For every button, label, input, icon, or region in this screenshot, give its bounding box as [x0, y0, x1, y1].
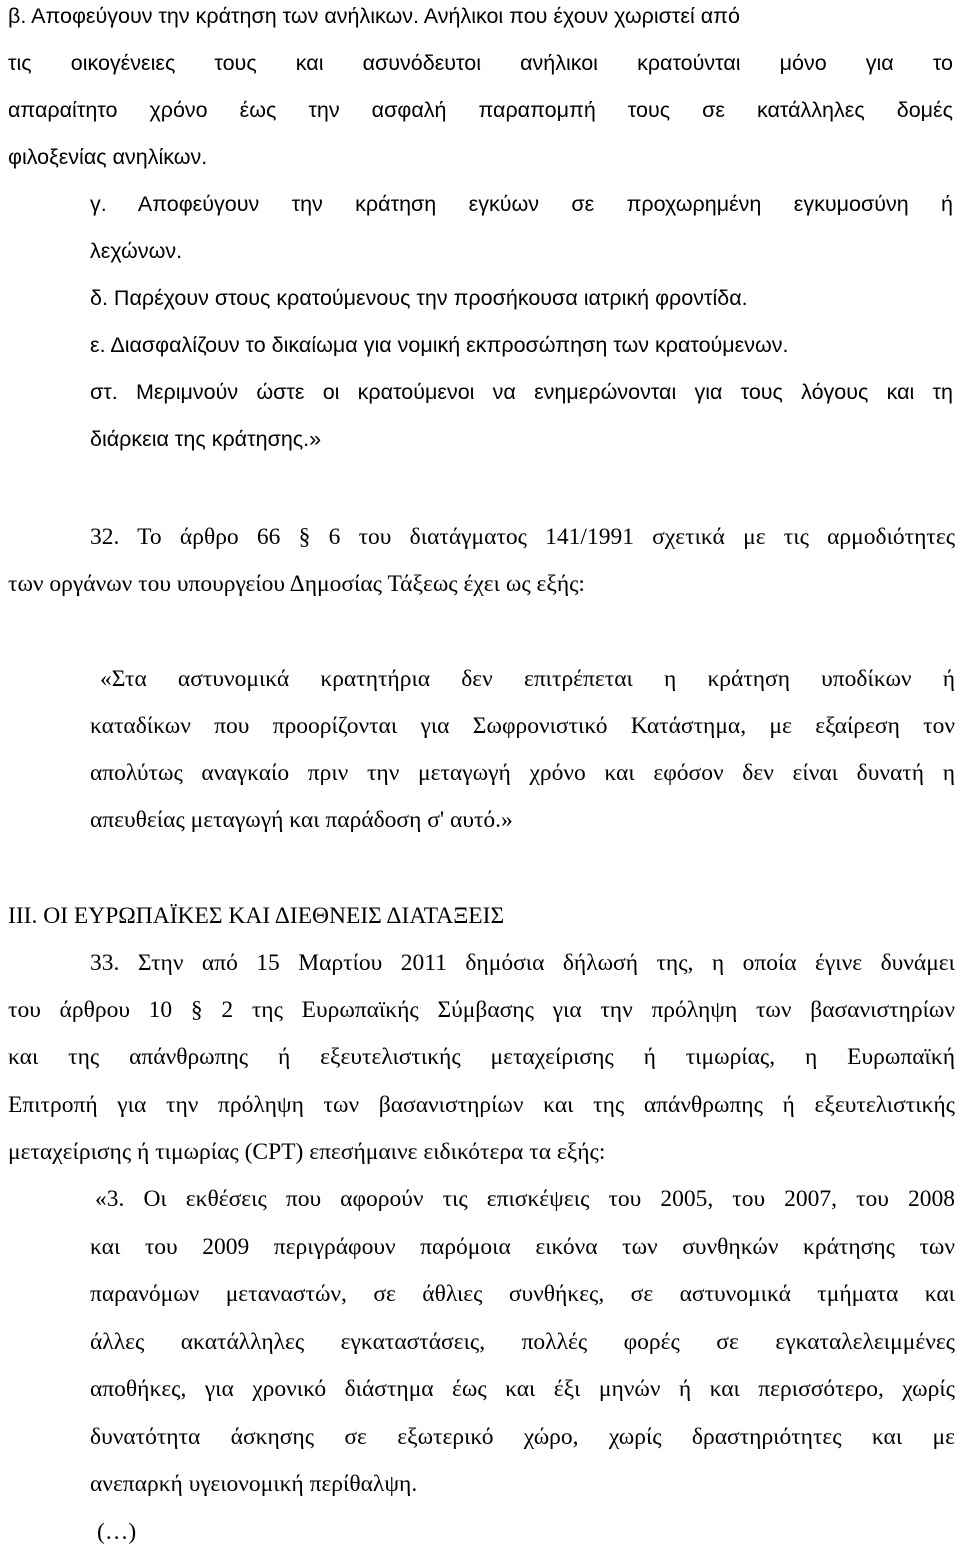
quote-33-line-7: ανεπαρκή υγειονομική περίθαλψη. [90, 1471, 418, 1497]
list-item-d: δ. Παρέχουν στους κρατούμενους την προσήκουσα ιατρική φροντίδα. [90, 286, 748, 310]
list-item-st-line-1: στ. Μεριμνούν ώστε οι κρατούμενοι να ενημερώνονται για τους λόγους και τη [90, 380, 953, 404]
quote-32-line-2: καταδίκων που προορίζονται για Σωφρονιστικό Κατάστημα, με εξαίρεση τον [90, 713, 955, 739]
quote-32-line-1: «Στα αστυνομικά κρατητήρια δεν επιτρέπεται η κράτηση υποδίκων ή [100, 666, 955, 692]
paragraph-33-line-2: του άρθρου 10 § 2 της Ευρωπαϊκής Σύμβασης για την πρόληψη των βασανιστηρίων [8, 997, 955, 1023]
list-item-st-line-2: διάρκεια της κράτησης.» [90, 427, 322, 451]
quote-33-line-1: «3. Οι εκθέσεις που αφορούν τις επισκέψεις του 2005, του 2007, του 2008 [95, 1186, 955, 1212]
quote-33-line-5: αποθήκες, για χρονικό διάστημα έως και έξι μηνών ή και περισσότερο, χωρίς [90, 1376, 955, 1402]
quote-32-line-4: απευθείας μεταγωγή και παράδοση σ' αυτό.» [90, 807, 513, 833]
quote-32-line-3: απολύτως αναγκαίο πριν την μεταγωγή χρόνο και εφόσον δεν είναι δυνατή η [90, 760, 955, 786]
paragraph-33-line-3: και της απάνθρωπης ή εξευτελιστικής μεταχείρισης ή τιμωρίας, η Ευρωπαϊκή [8, 1044, 955, 1070]
list-item-b-line-1: β. Αποφεύγουν την κράτηση των ανήλικων. Ανήλικοι που έχουν χωριστεί από [8, 4, 740, 28]
paragraph-33-line-1: 33. Στην από 15 Μαρτίου 2011 δημόσια δήλωσή της, η οποία έγινε δυνάμει [90, 950, 955, 976]
paragraph-32-line-1: 32. Το άρθρο 66 § 6 του διατάγματος 141/1991 σχετικά με τις αρμοδιότητες [90, 524, 955, 550]
list-item-b-line-2: τις οικογένειες τους και ασυνόδευτοι ανήλικοι κρατούνται μόνο για το [8, 51, 953, 75]
quote-33-line-3: παρανόμων μεταναστών, σε άθλιες συνθήκες, σε αστυνομικά τμήματα και [90, 1281, 955, 1307]
list-item-b-line-4: φιλοξενίας ανηλίκων. [8, 145, 208, 169]
list-item-b-line-3: απαραίτητο χρόνο έως την ασφαλή παραπομπή τους σε κατάλληλες δομές [8, 98, 953, 122]
paragraph-32-line-2: των οργάνων του υπουργείου Δημοσίας Τάξεως έχει ως εξής: [8, 571, 585, 597]
list-item-g-line-1: γ. Αποφεύγουν την κράτηση εγκύων σε προχωρημένη εγκυμοσύνη ή [90, 192, 953, 216]
paragraph-33-line-5: μεταχείρισης ή τιμωρίας (CPT) επεσήμαινε ειδικότερα τα εξής: [8, 1139, 606, 1165]
quote-33-ellipsis: (…) [97, 1519, 137, 1545]
quote-33-line-2: και του 2009 περιγράφουν παρόμοια εικόνα των συνθηκών κράτησης των [90, 1234, 955, 1260]
quote-33-line-6: δυνατότητα άσκησης σε εξωτερικό χώρο, χωρίς δραστηριότητες και με [90, 1424, 955, 1450]
list-item-e: ε. Διασφαλίζουν το δικαίωμα για νομική εκπροσώπηση των κρατούμενων. [90, 333, 789, 357]
list-item-g-line-2: λεχώνων. [90, 239, 183, 263]
quote-33-line-4: άλλες ακατάλληλες εγκαταστάσεις, πολλές φορές σε εγκαταλελειμμένες [90, 1329, 955, 1355]
section-heading: ΙΙΙ. ΟΙ ΕΥΡΩΠΑΪΚΕΣ ΚΑΙ ΔΙΕΘΝΕΙΣ ΔΙΑΤΑΞΕΙΣ [8, 903, 505, 929]
paragraph-33-line-4: Επιτροπή για την πρόληψη των βασανιστηρίων και της απάνθρωπης ή εξευτελιστικής [8, 1092, 955, 1118]
